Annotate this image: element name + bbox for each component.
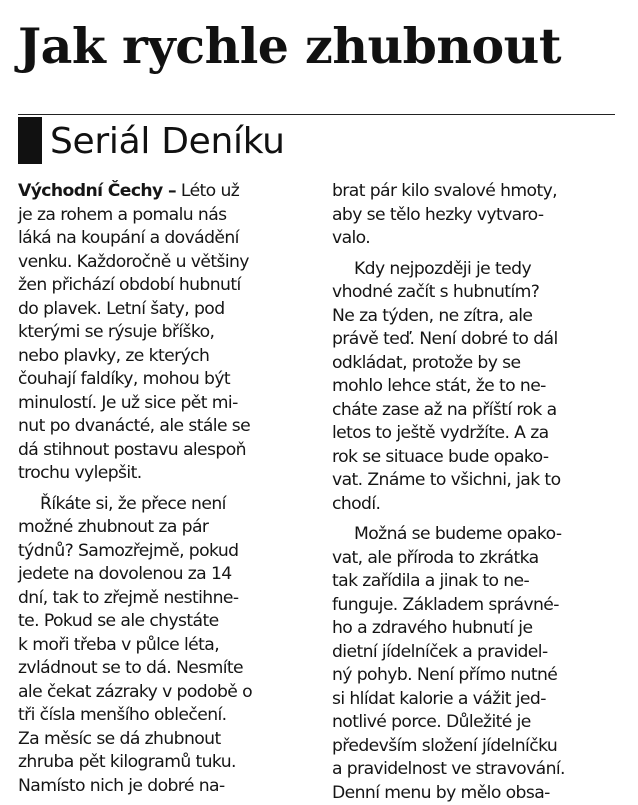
article-column-left <box>18 180 318 798</box>
article-line: valo. <box>332 227 622 251</box>
series-marker-bar <box>18 117 42 164</box>
article-line: dá stihnout postavu alespoň <box>18 439 318 463</box>
article-line: notlivé porce. Důležité je <box>332 711 622 735</box>
article-line: tak zařídila a jinak to ne- <box>332 570 622 594</box>
article-line: čouhají faldíky, mohou být <box>18 368 318 392</box>
article-line: Namísto nich je dobré na- <box>18 775 318 799</box>
article-line: dní, tak to zřejmě nestihne- <box>18 587 318 611</box>
article-line: žen přichází období hubnutí <box>18 274 318 298</box>
article-line: ale čekat zázraky v podobě o <box>18 681 318 705</box>
dateline: Východní Čechy – <box>18 181 176 201</box>
article-line: te. Pokud se ale chystáte <box>18 610 318 634</box>
article-line: jedete na dovolenou za 14 <box>18 563 318 587</box>
article-line: brat pár kilo svalové hmoty, <box>332 180 622 204</box>
article-line <box>18 180 318 204</box>
article-line: chodí. <box>332 493 622 517</box>
article-line: minulostí. Je už sice pět mi- <box>18 392 318 416</box>
headline: Jak rychle zhubnout <box>18 14 561 78</box>
article-line: rok se situace bude opako- <box>332 446 622 470</box>
article-line: nebo plavky, ze kterých <box>18 345 318 369</box>
article-line: Ne za týden, ne zítra, ale <box>332 305 622 329</box>
article-line: si hlídat kalorie a vážit jed- <box>332 688 622 712</box>
series-title: Seriál Deníku <box>50 118 285 166</box>
article-line: trochu vylepšit. <box>18 462 318 486</box>
article-line: do plavek. Letní šaty, pod <box>18 298 318 322</box>
lead-text: Léto už <box>176 181 239 201</box>
article-line: mohlo lehce stát, že to ne- <box>332 375 622 399</box>
article-line: letos to ještě vydržíte. A za <box>332 422 622 446</box>
article-line: láká na koupání a dovádění <box>18 227 318 251</box>
article-line: cháte zase až na příští rok a <box>332 399 622 423</box>
article-line: zvládnout se to dá. Nesmíte <box>18 657 318 681</box>
article-line: právě teď. Není dobré to dál <box>332 328 622 352</box>
section-rule <box>18 114 615 115</box>
article-line: ný pohyb. Není přímo nutné <box>332 664 622 688</box>
article-line: Říkáte si, že přece není <box>18 493 318 517</box>
article-line: aby se tělo hezky vytvaro- <box>332 204 622 228</box>
article-line: vat, ale příroda to zkrátka <box>332 547 622 571</box>
article-line: odkládat, protože by se <box>332 352 622 376</box>
article-line: zhruba pět kilogramů tuku. <box>18 751 318 775</box>
article-line: možné zhubnout za pár <box>18 516 318 540</box>
article-line: Denní menu by mělo obsa- <box>332 782 622 805</box>
article-line: kterými se rýsuje bříško, <box>18 321 318 345</box>
article-line: k moři třeba v půlce léta, <box>18 634 318 658</box>
article-line: především složení jídelníčku <box>332 735 622 759</box>
article-line: vat. Známe to všichni, jak to <box>332 469 622 493</box>
article-line: funguje. Základem správné- <box>332 594 622 618</box>
article-line: je za rohem a pomalu nás <box>18 204 318 228</box>
article-line: dietní jídelníček a pravidel- <box>332 641 622 665</box>
article-column-right <box>332 180 622 805</box>
article-line: vhodné začít s hubnutím? <box>332 281 622 305</box>
article-line: týdnů? Samozřejmě, pokud <box>18 540 318 564</box>
article-line: venku. Každoročně u většiny <box>18 251 318 275</box>
article-line: Kdy nejpozději je tedy <box>332 258 622 282</box>
article-line: ho a zdravého hubnutí je <box>332 617 622 641</box>
article-line: Možná se budeme opako- <box>332 523 622 547</box>
article-line: nut po dvanácté, ale stále se <box>18 415 318 439</box>
article-line: Za měsíc se dá zhubnout <box>18 728 318 752</box>
article-line: tři čísla menšího oblečení. <box>18 704 318 728</box>
article-line: a pravidelnost ve stravování. <box>332 758 622 782</box>
